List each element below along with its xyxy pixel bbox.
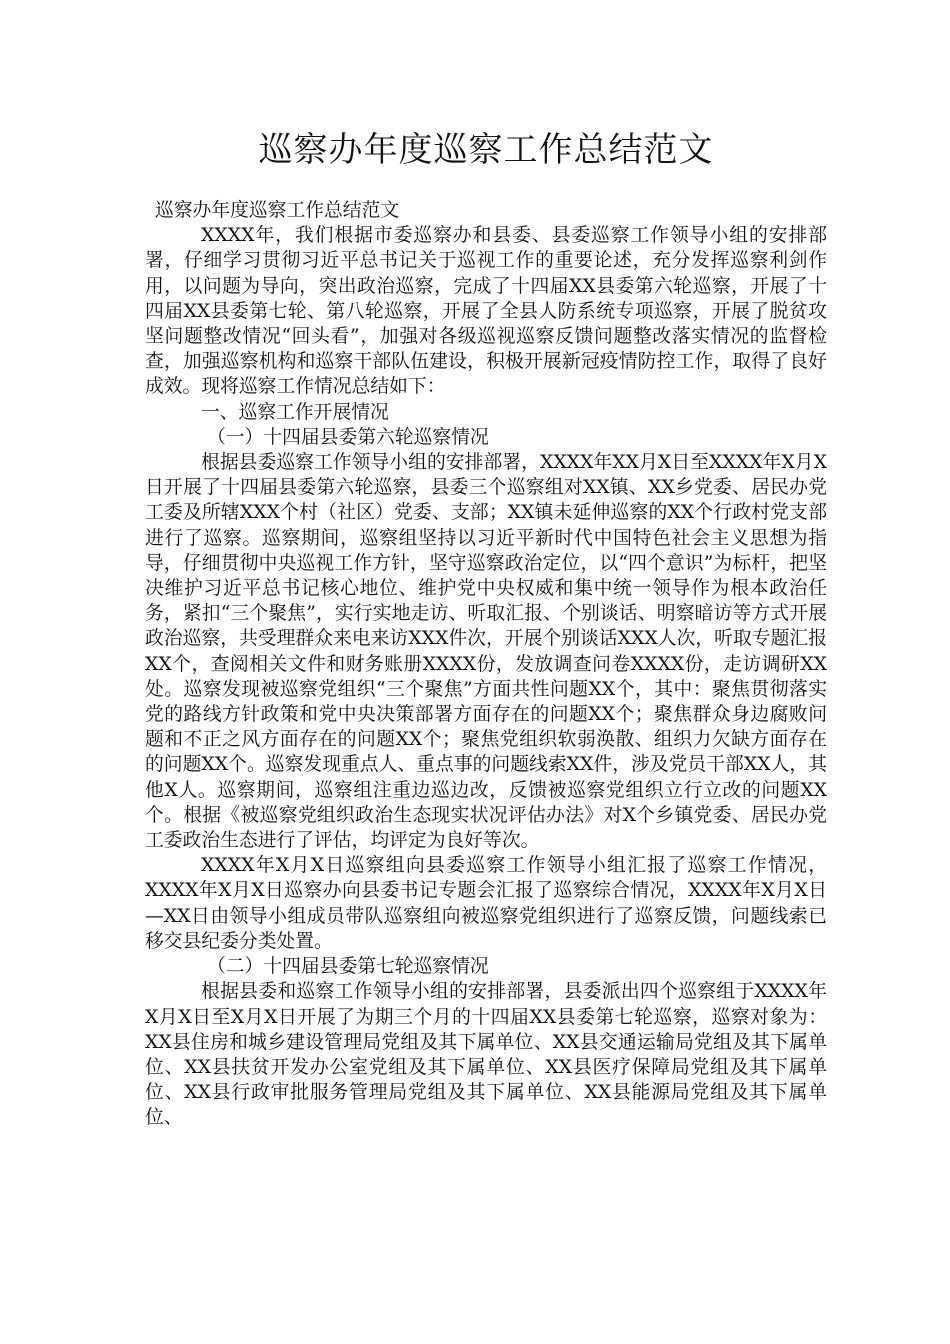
- paragraph-report: XXXX年X月X日巡察组向县委巡察工作领导小组汇报了巡察工作情况，XXXX年X月X日巡察办向县委书记专题会汇报了巡察综合情况，XXXX年X月X日—XX日由领导小组成员带队巡察组向被巡察党组织进行了巡察反馈，问题线索已移交县纪委分类处置。: [145, 855, 827, 952]
- paragraph-seventh-round: 根据县委和巡察工作领导小组的安排部署，县委派出四个巡察组于XXXX年X月X日至X月X日开展了为期三个月的十四届XX县委第七轮巡察，巡察对象为：XX县住房和城乡建设管理局党组及其下属单位、XX县交通运输局党组及其下属单位、XX县扶贫开发办公室党组及其下属单位、XX县医疗保障局党组及其下属单位、XX县行政审批服务管理局党组及其下属单位、XX县能源局党组及其下属单位、: [145, 981, 827, 1129]
- subsection-heading: （一）十四届县委第六轮巡察情况: [207, 426, 489, 448]
- document-title: 巡察办年度巡察工作总结范文: [258, 130, 714, 170]
- document-body: [145, 198, 827, 1131]
- section-heading: 一、巡察工作开展情况: [201, 401, 389, 423]
- paragraph-intro: XXXX年，我们根据市委巡察办和县委、县委巡察工作领导小组的安排部署，仔细学习贯彻习近平总书记关于巡视工作的重要论述，充分发挥巡察利剑作用，以问题为导向，突出政治巡察，完成了十四届XX县委第六轮巡察，开展了十四届XX县委第七轮、第八轮巡察，开展了全县人防系统专项巡察，开展了脱贫攻坚问题整改情况“回头看”，加强对各级巡视巡察反馈问题整改落实情况的监督检查，加强巡察机构和巡察干部队伍建设，积极开展新冠疫情防控工作，取得了良好成效。现将巡察工作情况总结如下：: [145, 225, 827, 398]
- document-subtitle: 巡察办年度巡察工作总结范文: [155, 200, 400, 221]
- paragraph-sixth-round: 根据县委巡察工作领导小组的安排部署，XXXX年XX月X日至XXXX年X月X日开展了十四届县委第六轮巡察，县委三个巡察组对XX镇、XX乡党委、居民办党工委及所辖XXX个村（社区）党委、支部；XX镇未延伸巡察的XX个行政村党支部进行了巡察。巡察期间，巡察组坚持以习近平新时代中国特色社会主义思想为指导，仔细贯彻中央巡视工作方针，坚守巡察政治定位，以“四个意识”为标杆，把坚决维护习近平总书记核心地位、维护党中央权威和集中统一领导作为根本政治任务，紧扣“三个聚焦”，实行实地走访、听取汇报、个别谈话、明察暗访等方式开展政治巡察，共受理群众来电来访XXX件次，开展个别谈话XXX人次，听取专题汇报XX个，查阅相关文件和财务账册XXXX份，发放调查问卷XXXX份，走访调研XX处。巡察发现被巡察党组织“三个聚焦”方面共性问题XX个，其中：聚焦贯彻落实党的路线方针政策和党中央决策部署方面存在的问题XX个；聚焦群众身边腐败问题和不正之风方面存在的问题XX个；聚焦党组织软弱涣散、组织力欠缺方面存在的问题XX个。巡察发现重点人、重点事的问题线索XX件，涉及党员干部XX人，其他X人。巡察期间，巡察组注重边巡边改，反馈被巡察党组织立行立改的问题XX个。根据《被巡察党组织政治生态现实状况评估办法》对X个乡镇党委、居民办党工委政治生态进行了评估，均评定为良好等次。: [145, 452, 827, 852]
- subsection-heading: （二）十四届县委第七轮巡察情况: [207, 956, 489, 978]
